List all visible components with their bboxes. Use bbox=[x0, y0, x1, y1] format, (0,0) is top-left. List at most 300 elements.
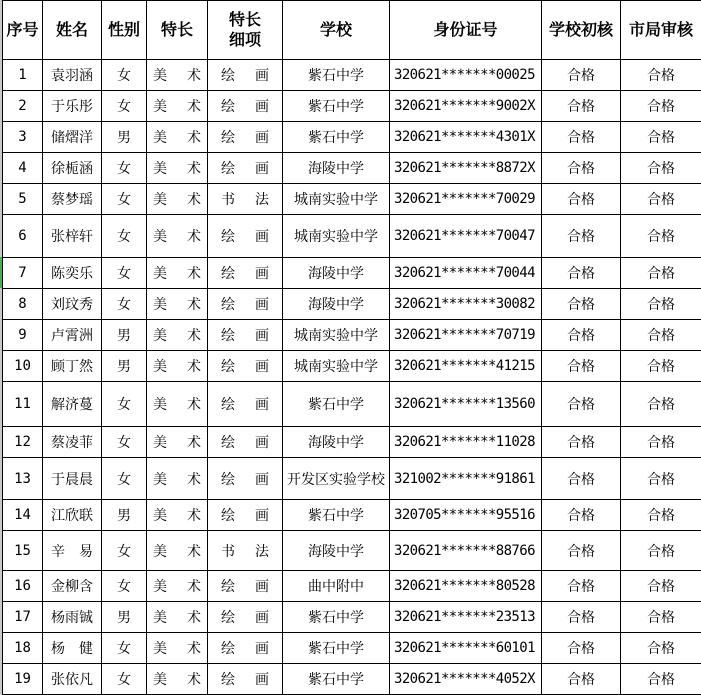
cell-school[interactable] bbox=[283, 153, 390, 184]
cell-specialty-detail[interactable] bbox=[208, 531, 283, 571]
cell-school-review[interactable] bbox=[542, 122, 621, 153]
specialty-char-2: 术 bbox=[187, 672, 201, 688]
school-review-value: 合格 bbox=[567, 508, 595, 524]
cell-name[interactable] bbox=[43, 91, 102, 122]
cell-bureau-review[interactable] bbox=[621, 571, 701, 602]
cell-gender[interactable] bbox=[102, 427, 147, 458]
cell-specialty[interactable] bbox=[147, 458, 208, 500]
cell-specialty-detail[interactable] bbox=[208, 215, 283, 258]
cell-specialty-detail[interactable] bbox=[208, 571, 283, 602]
cell-bureau-review[interactable] bbox=[621, 215, 701, 258]
id-number-value: 320621*******4052X bbox=[394, 671, 535, 687]
cell-specialty-detail[interactable] bbox=[208, 458, 283, 500]
cell-name[interactable] bbox=[43, 458, 102, 500]
cell-bureau-review[interactable] bbox=[621, 91, 701, 122]
cell-bureau-review[interactable] bbox=[621, 351, 701, 382]
cell-specialty-detail[interactable] bbox=[208, 382, 283, 427]
cell-school-review[interactable] bbox=[542, 320, 621, 351]
id-number-value: 320621*******8872X bbox=[394, 160, 535, 176]
cell-school[interactable] bbox=[283, 215, 390, 258]
name-value: 张梓轩 bbox=[51, 229, 93, 245]
cell-index[interactable] bbox=[3, 633, 43, 664]
specialty-char-1: 美 bbox=[153, 359, 167, 375]
cell-school[interactable] bbox=[283, 500, 390, 531]
gender-value: 男 bbox=[117, 508, 131, 524]
cell-school-review[interactable] bbox=[542, 382, 621, 427]
cell-school-review[interactable] bbox=[542, 633, 621, 664]
specialty-char-2: 术 bbox=[187, 266, 201, 282]
cell-specialty[interactable] bbox=[147, 289, 208, 320]
cell-gender[interactable] bbox=[102, 184, 147, 215]
cell-school-review[interactable] bbox=[542, 458, 621, 500]
cell-gender[interactable] bbox=[102, 153, 147, 184]
cell-name[interactable] bbox=[43, 289, 102, 320]
specialty-char-2: 术 bbox=[187, 130, 201, 146]
cell-name[interactable] bbox=[43, 382, 102, 427]
detail-char-1: 绘 bbox=[221, 397, 235, 413]
cell-specialty[interactable] bbox=[147, 633, 208, 664]
school-value: 海陵中学 bbox=[308, 266, 364, 282]
table-row[interactable] bbox=[3, 320, 701, 351]
cell-index[interactable] bbox=[3, 427, 43, 458]
gender-value: 女 bbox=[117, 435, 131, 451]
id-number-value: 320621*******11028 bbox=[394, 434, 535, 450]
bureau-review-value: 合格 bbox=[647, 543, 675, 560]
cell-school-review[interactable] bbox=[542, 91, 621, 122]
id-number-value: 320705*******95516 bbox=[394, 507, 535, 523]
cell-index[interactable] bbox=[3, 602, 43, 633]
cell-specialty[interactable] bbox=[147, 664, 208, 695]
table-row[interactable] bbox=[3, 571, 701, 602]
cell-bureau-review[interactable] bbox=[621, 664, 701, 695]
school-review-value: 合格 bbox=[567, 328, 595, 344]
cell-school[interactable] bbox=[283, 427, 390, 458]
cell-school[interactable] bbox=[283, 458, 390, 500]
cell-name[interactable] bbox=[43, 320, 102, 351]
cell-gender[interactable] bbox=[102, 60, 147, 91]
cell-specialty-detail[interactable] bbox=[208, 500, 283, 531]
cell-specialty[interactable] bbox=[147, 351, 208, 382]
name-value: 卢霄洲 bbox=[51, 328, 93, 344]
cell-id-number[interactable] bbox=[390, 531, 542, 571]
detail-char-2: 画 bbox=[255, 297, 269, 313]
cell-gender[interactable] bbox=[102, 122, 147, 153]
bureau-review-value: 合格 bbox=[647, 99, 675, 115]
school-review-value: 合格 bbox=[567, 359, 595, 375]
id-number-value: 320621*******13560 bbox=[394, 396, 535, 412]
table-row[interactable] bbox=[3, 122, 701, 153]
name-value: 金柳含 bbox=[51, 579, 93, 595]
detail-char-1: 绘 bbox=[221, 99, 235, 115]
cell-school[interactable] bbox=[283, 602, 390, 633]
bureau-review-value: 合格 bbox=[647, 435, 675, 451]
cell-id-number[interactable] bbox=[390, 427, 542, 458]
cell-specialty-detail[interactable] bbox=[208, 258, 283, 289]
cell-specialty-detail[interactable] bbox=[208, 351, 283, 382]
cell-gender[interactable] bbox=[102, 289, 147, 320]
table-row[interactable] bbox=[3, 500, 701, 531]
name-value: 储熠洋 bbox=[51, 130, 93, 146]
detail-char-1: 绘 bbox=[221, 130, 235, 146]
cell-bureau-review[interactable] bbox=[621, 289, 701, 320]
name-value: 于乐彤 bbox=[51, 99, 93, 115]
name-value: 杨 健 bbox=[51, 641, 93, 657]
cell-index[interactable] bbox=[3, 60, 43, 91]
detail-char-2: 画 bbox=[255, 579, 269, 595]
bureau-review-value: 合格 bbox=[647, 610, 675, 626]
table-row[interactable] bbox=[3, 60, 701, 91]
cell-specialty[interactable] bbox=[147, 531, 208, 571]
cell-bureau-review[interactable] bbox=[621, 531, 701, 571]
cell-school[interactable] bbox=[283, 633, 390, 664]
cell-id-number[interactable] bbox=[390, 458, 542, 500]
cell-id-number[interactable] bbox=[390, 500, 542, 531]
cell-bureau-review[interactable] bbox=[621, 382, 701, 427]
cell-school[interactable] bbox=[283, 320, 390, 351]
cell-gender[interactable] bbox=[102, 571, 147, 602]
cell-gender[interactable] bbox=[102, 351, 147, 382]
cell-school-review[interactable] bbox=[542, 664, 621, 695]
gender-value: 男 bbox=[117, 328, 131, 344]
cell-specialty-detail[interactable] bbox=[208, 320, 283, 351]
gender-value: 女 bbox=[117, 99, 131, 115]
cell-gender[interactable] bbox=[102, 500, 147, 531]
specialty-char-2: 术 bbox=[187, 328, 201, 344]
school-value: 城南实验中学 bbox=[294, 192, 378, 208]
index-value: 13 bbox=[14, 470, 31, 487]
cell-school-review[interactable] bbox=[542, 60, 621, 91]
id-number-value: 320621*******41215 bbox=[394, 358, 535, 374]
cell-bureau-review[interactable] bbox=[621, 153, 701, 184]
detail-char-1: 绘 bbox=[221, 359, 235, 375]
name-value: 袁羽涵 bbox=[51, 68, 93, 84]
cell-index[interactable] bbox=[3, 153, 43, 184]
cell-id-number[interactable] bbox=[390, 633, 542, 664]
cell-bureau-review[interactable] bbox=[621, 122, 701, 153]
cell-id-number[interactable] bbox=[390, 602, 542, 633]
cell-school-review[interactable] bbox=[542, 289, 621, 320]
cell-specialty-detail[interactable] bbox=[208, 664, 283, 695]
specialty-char-2: 术 bbox=[187, 471, 201, 488]
index-value: 11 bbox=[14, 396, 31, 412]
cell-school[interactable] bbox=[283, 258, 390, 289]
bureau-review-value: 合格 bbox=[647, 471, 675, 488]
specialty-char-1: 美 bbox=[153, 435, 167, 451]
cell-specialty[interactable] bbox=[147, 320, 208, 351]
table-row[interactable] bbox=[3, 664, 701, 695]
cell-name[interactable] bbox=[43, 215, 102, 258]
detail-char-1: 绘 bbox=[221, 508, 235, 524]
cell-specialty[interactable] bbox=[147, 602, 208, 633]
school-value: 城南实验中学 bbox=[294, 328, 378, 344]
detail-char-1: 绘 bbox=[221, 297, 235, 313]
cell-name[interactable] bbox=[43, 351, 102, 382]
table-row[interactable] bbox=[3, 351, 701, 382]
cell-id-number[interactable] bbox=[390, 664, 542, 695]
cell-bureau-review[interactable] bbox=[621, 184, 701, 215]
cell-specialty-detail[interactable] bbox=[208, 633, 283, 664]
cell-specialty[interactable] bbox=[147, 60, 208, 91]
specialty-char-2: 术 bbox=[187, 508, 201, 524]
header-school: 学校 bbox=[283, 1, 390, 60]
header-name: 姓名 bbox=[43, 1, 102, 60]
cell-specialty-detail[interactable] bbox=[208, 289, 283, 320]
cell-gender[interactable] bbox=[102, 215, 147, 258]
school-review-value: 合格 bbox=[567, 641, 595, 657]
table-row[interactable] bbox=[3, 215, 701, 258]
cell-school-review[interactable] bbox=[542, 602, 621, 633]
gender-value: 女 bbox=[117, 543, 131, 560]
cell-index[interactable] bbox=[3, 258, 43, 289]
specialty-char-2: 术 bbox=[187, 579, 201, 595]
cell-index[interactable] bbox=[3, 91, 43, 122]
cell-index[interactable] bbox=[3, 382, 43, 427]
cell-name[interactable] bbox=[43, 500, 102, 531]
school-value: 城南实验中学 bbox=[294, 229, 378, 245]
detail-char-1: 绘 bbox=[221, 471, 235, 488]
cell-name[interactable] bbox=[43, 531, 102, 571]
cell-specialty[interactable] bbox=[147, 153, 208, 184]
cell-school[interactable] bbox=[283, 122, 390, 153]
table-row[interactable] bbox=[3, 602, 701, 633]
index-value: 4 bbox=[18, 160, 27, 176]
school-review-value: 合格 bbox=[567, 192, 595, 208]
name-value: 顾丁然 bbox=[51, 359, 93, 375]
cell-school-review[interactable] bbox=[542, 571, 621, 602]
school-review-value: 合格 bbox=[567, 130, 595, 146]
cell-name[interactable] bbox=[43, 664, 102, 695]
bureau-review-value: 合格 bbox=[647, 192, 675, 208]
id-number-value: 320621*******23513 bbox=[394, 609, 535, 625]
cell-index[interactable] bbox=[3, 571, 43, 602]
detail-char-2: 画 bbox=[255, 471, 269, 488]
header-specialty-detail-line2: 细项 bbox=[228, 30, 261, 49]
cell-name[interactable] bbox=[43, 571, 102, 602]
detail-char-2: 画 bbox=[255, 641, 269, 657]
school-value: 紫石中学 bbox=[308, 397, 364, 413]
detail-char-1: 绘 bbox=[221, 328, 235, 344]
detail-char-2: 画 bbox=[255, 266, 269, 282]
detail-char-1: 绘 bbox=[221, 161, 235, 177]
cell-specialty[interactable] bbox=[147, 382, 208, 427]
cell-school[interactable] bbox=[283, 289, 390, 320]
cell-id-number[interactable] bbox=[390, 289, 542, 320]
cell-id-number[interactable] bbox=[390, 153, 542, 184]
specialty-char-2: 术 bbox=[187, 435, 201, 451]
bureau-review-value: 合格 bbox=[647, 359, 675, 375]
cell-specialty-detail[interactable] bbox=[208, 602, 283, 633]
cell-bureau-review[interactable] bbox=[621, 258, 701, 289]
table-row[interactable] bbox=[3, 427, 701, 458]
cell-specialty-detail[interactable] bbox=[208, 60, 283, 91]
cell-specialty[interactable] bbox=[147, 122, 208, 153]
cell-school[interactable] bbox=[283, 664, 390, 695]
cell-school-review[interactable] bbox=[542, 531, 621, 571]
index-value: 6 bbox=[18, 228, 27, 244]
gender-value: 女 bbox=[117, 672, 131, 688]
cell-bureau-review[interactable] bbox=[621, 427, 701, 458]
index-value: 18 bbox=[14, 640, 31, 656]
cell-name[interactable] bbox=[43, 602, 102, 633]
cell-name[interactable] bbox=[43, 633, 102, 664]
id-number-value: 320621*******70047 bbox=[394, 228, 535, 244]
cell-id-number[interactable] bbox=[390, 91, 542, 122]
school-value: 紫石中学 bbox=[308, 641, 364, 657]
header-row bbox=[3, 1, 701, 60]
specialty-char-1: 美 bbox=[153, 610, 167, 626]
cell-index[interactable] bbox=[3, 320, 43, 351]
cell-gender[interactable] bbox=[102, 382, 147, 427]
specialty-char-2: 术 bbox=[187, 610, 201, 626]
cell-specialty[interactable] bbox=[147, 91, 208, 122]
cell-gender[interactable] bbox=[102, 258, 147, 289]
detail-char-2: 画 bbox=[255, 397, 269, 413]
cell-gender[interactable] bbox=[102, 602, 147, 633]
cell-name[interactable] bbox=[43, 153, 102, 184]
cell-bureau-review[interactable] bbox=[621, 633, 701, 664]
table-row[interactable] bbox=[3, 153, 701, 184]
cell-name[interactable] bbox=[43, 427, 102, 458]
detail-char-2: 画 bbox=[255, 435, 269, 451]
cell-gender[interactable] bbox=[102, 458, 147, 500]
cell-id-number[interactable] bbox=[390, 258, 542, 289]
detail-char-1: 绘 bbox=[221, 672, 235, 688]
cell-name[interactable] bbox=[43, 184, 102, 215]
cell-specialty-detail[interactable] bbox=[208, 184, 283, 215]
cell-id-number[interactable] bbox=[390, 571, 542, 602]
table-row[interactable] bbox=[3, 258, 701, 289]
cell-gender[interactable] bbox=[102, 320, 147, 351]
cell-id-number[interactable] bbox=[390, 351, 542, 382]
cell-school[interactable] bbox=[283, 382, 390, 427]
cell-specialty-detail[interactable] bbox=[208, 427, 283, 458]
school-value: 海陵中学 bbox=[308, 543, 364, 560]
cell-gender[interactable] bbox=[102, 664, 147, 695]
school-review-value: 合格 bbox=[567, 672, 595, 688]
header-bureau-review: 市局审核 bbox=[621, 1, 701, 60]
id-number-value: 320621*******60101 bbox=[394, 640, 535, 656]
cell-id-number[interactable] bbox=[390, 184, 542, 215]
school-review-value: 合格 bbox=[567, 229, 595, 245]
cell-specialty-detail[interactable] bbox=[208, 122, 283, 153]
cell-school-review[interactable] bbox=[542, 427, 621, 458]
cell-name[interactable] bbox=[43, 258, 102, 289]
cell-gender[interactable] bbox=[102, 633, 147, 664]
id-number-value: 321002*******91861 bbox=[394, 470, 535, 487]
cell-name[interactable] bbox=[43, 60, 102, 91]
cell-index[interactable] bbox=[3, 500, 43, 531]
header-specialty-detail-line1: 特长 bbox=[228, 10, 261, 29]
cell-specialty[interactable] bbox=[147, 215, 208, 258]
school-value: 紫石中学 bbox=[308, 68, 364, 84]
table-row[interactable] bbox=[3, 633, 701, 664]
gender-value: 女 bbox=[117, 579, 131, 595]
cell-index[interactable] bbox=[3, 664, 43, 695]
cell-bureau-review[interactable] bbox=[621, 320, 701, 351]
cell-index[interactable] bbox=[3, 184, 43, 215]
cell-school-review[interactable] bbox=[542, 351, 621, 382]
cell-school[interactable] bbox=[283, 351, 390, 382]
table-row[interactable] bbox=[3, 531, 701, 571]
cell-index[interactable] bbox=[3, 215, 43, 258]
cell-school-review[interactable] bbox=[542, 215, 621, 258]
cell-bureau-review[interactable] bbox=[621, 602, 701, 633]
cell-school[interactable] bbox=[283, 571, 390, 602]
gender-value: 男 bbox=[117, 130, 131, 146]
cell-bureau-review[interactable] bbox=[621, 500, 701, 531]
cell-index[interactable] bbox=[3, 122, 43, 153]
detail-char-2: 画 bbox=[255, 328, 269, 344]
table-row[interactable] bbox=[3, 91, 701, 122]
table-row[interactable] bbox=[3, 184, 701, 215]
cell-id-number[interactable] bbox=[390, 320, 542, 351]
specialty-char-1: 美 bbox=[153, 328, 167, 344]
cell-id-number[interactable] bbox=[390, 122, 542, 153]
index-value: 19 bbox=[14, 671, 31, 687]
school-review-value: 合格 bbox=[567, 471, 595, 488]
index-value: 9 bbox=[18, 327, 27, 343]
cell-name[interactable] bbox=[43, 122, 102, 153]
cell-index[interactable] bbox=[3, 458, 43, 500]
table-row[interactable] bbox=[3, 289, 701, 320]
cell-gender[interactable] bbox=[102, 91, 147, 122]
school-value: 曲中附中 bbox=[308, 579, 364, 595]
cell-index[interactable] bbox=[3, 531, 43, 571]
name-value: 于晨晨 bbox=[51, 471, 93, 488]
cell-specialty-detail[interactable] bbox=[208, 153, 283, 184]
cell-specialty[interactable] bbox=[147, 571, 208, 602]
index-value: 3 bbox=[18, 129, 27, 145]
school-value: 紫石中学 bbox=[308, 99, 364, 115]
cell-specialty-detail[interactable] bbox=[208, 91, 283, 122]
detail-char-1: 绘 bbox=[221, 435, 235, 451]
cell-school-review[interactable] bbox=[542, 153, 621, 184]
id-number-value: 320621*******4301X bbox=[394, 129, 535, 145]
bureau-review-value: 合格 bbox=[647, 397, 675, 413]
specialty-char-2: 术 bbox=[187, 99, 201, 115]
cell-bureau-review[interactable] bbox=[621, 60, 701, 91]
name-value: 辛 易 bbox=[51, 543, 93, 560]
cell-index[interactable] bbox=[3, 351, 43, 382]
school-review-value: 合格 bbox=[567, 435, 595, 451]
bureau-review-value: 合格 bbox=[647, 229, 675, 245]
name-value: 徐栀涵 bbox=[51, 161, 93, 177]
cell-id-number[interactable] bbox=[390, 60, 542, 91]
cell-school-review[interactable] bbox=[542, 184, 621, 215]
index-value: 7 bbox=[18, 265, 27, 281]
cell-school[interactable] bbox=[283, 531, 390, 571]
cell-school[interactable] bbox=[283, 91, 390, 122]
cell-bureau-review[interactable] bbox=[621, 458, 701, 500]
table-row[interactable] bbox=[3, 458, 701, 500]
cell-id-number[interactable] bbox=[390, 215, 542, 258]
cell-index[interactable] bbox=[3, 289, 43, 320]
cell-school-review[interactable] bbox=[542, 258, 621, 289]
cell-school[interactable] bbox=[283, 60, 390, 91]
cell-specialty[interactable] bbox=[147, 427, 208, 458]
cell-id-number[interactable] bbox=[390, 382, 542, 427]
cell-gender[interactable] bbox=[102, 531, 147, 571]
cell-specialty[interactable] bbox=[147, 258, 208, 289]
table-row[interactable] bbox=[3, 382, 701, 427]
cell-school-review[interactable] bbox=[542, 500, 621, 531]
name-value: 解济蔓 bbox=[51, 397, 93, 413]
index-value: 14 bbox=[14, 507, 31, 523]
cell-specialty[interactable] bbox=[147, 184, 208, 215]
gender-value: 女 bbox=[117, 229, 131, 245]
cell-school[interactable] bbox=[283, 184, 390, 215]
cell-specialty[interactable] bbox=[147, 500, 208, 531]
